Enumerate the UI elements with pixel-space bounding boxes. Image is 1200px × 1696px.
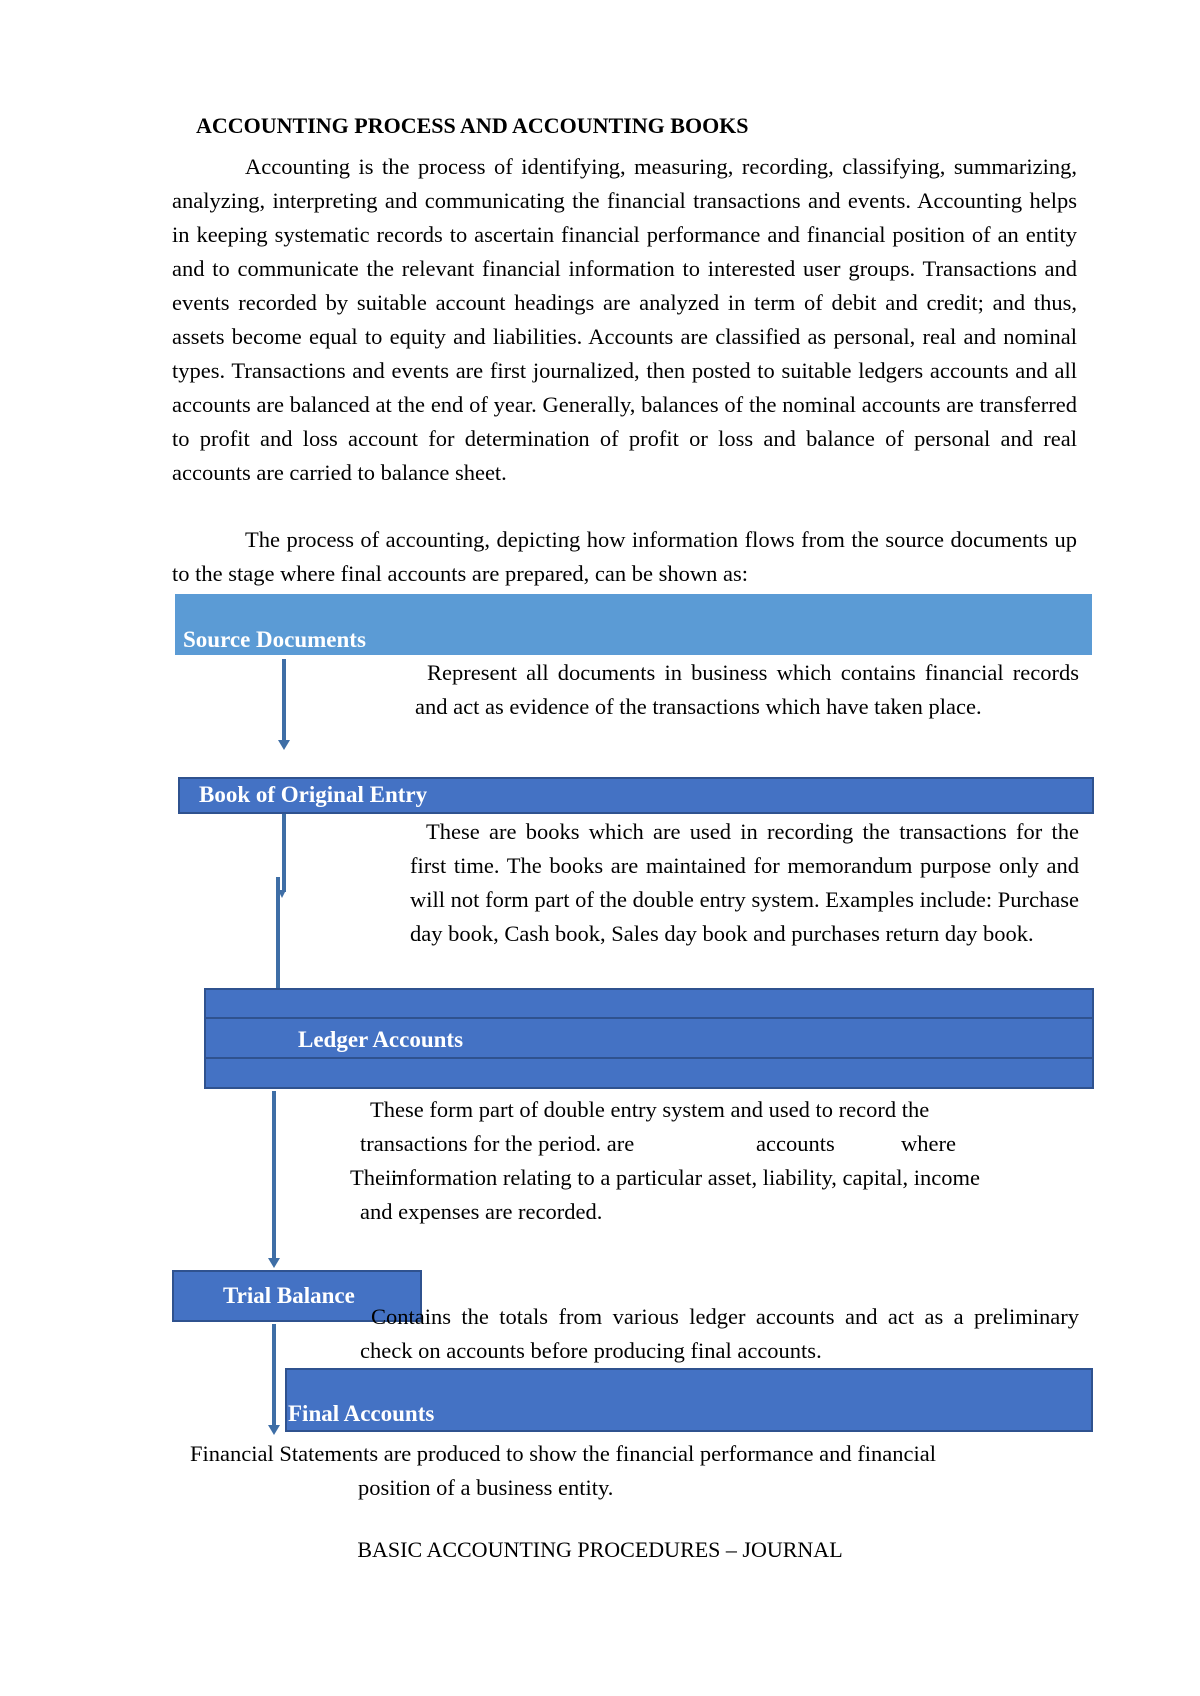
ledger-description-line-3: information relating to a particular asset, liability, capital, income bbox=[391, 1165, 980, 1190]
flow-arrowhead-1 bbox=[278, 740, 290, 750]
source-documents-label: Source Documents bbox=[183, 627, 366, 652]
trial-balance-description: Contains the totals from various ledger accounts and act as a preliminary check on accounts before producing final accounts. bbox=[360, 1304, 1079, 1363]
final-accounts-description-line-1: Financial Statements are produced to show the financial performance and financial bbox=[190, 1441, 936, 1466]
final-accounts-label: Final Accounts bbox=[288, 1401, 435, 1426]
ledger-accounts-divider-top bbox=[206, 1017, 1092, 1019]
ledger-description-line-1: These form part of double entry system and used to record the bbox=[370, 1097, 930, 1122]
ledger-accounts-label: Ledger Accounts bbox=[298, 1027, 464, 1052]
flow-arrowhead-5 bbox=[268, 1425, 280, 1435]
flow-arrow-line-2 bbox=[282, 814, 286, 892]
ledger-description-overlap-word: Their bbox=[350, 1165, 399, 1190]
ledger-description-line-2b: accounts bbox=[756, 1131, 835, 1156]
process-intro-paragraph: The process of accounting, depicting how information flows from the source documents up to the stage where final accounts are prepared, can be shown as: bbox=[172, 527, 1077, 586]
intro-paragraph: Accounting is the process of identifying, measuring, recording, classifying, summarizing, analyzing, interpreting and communicating the financial transactions and events. Accounting helps in keeping systematic records to ascertain financial performance and financial position of an entity and to communicate the relevant financial information to interested user groups. Transactions and events recorded by suitable account headings are analyzed in term of debit and credit; and thus, assets become equal to equity and liabilities. Accounts are classified as personal, real and nominal types. Transactions and events are first journalized, then posted to suitable ledgers accounts and all accounts are balanced at the end of year. Generally, balances of the nominal accounts are transferred to profit and loss account for determination of profit or loss and balance of personal and real accounts are carried to balance sheet. bbox=[172, 154, 1077, 485]
ledger-accounts-divider-bottom bbox=[206, 1057, 1092, 1059]
ledger-description-line-4: and expenses are recorded. bbox=[360, 1199, 603, 1224]
book-of-original-entry-label: Book of Original Entry bbox=[199, 782, 428, 807]
final-accounts-description-line-2: position of a business entity. bbox=[358, 1475, 614, 1500]
flow-arrow-line-1 bbox=[282, 659, 286, 741]
ledger-description-line-2c: where bbox=[901, 1131, 956, 1156]
source-documents-description: Represent all documents in business which contains financial records and act as evidence of the transactions which have taken place. bbox=[415, 660, 1079, 719]
book-of-original-entry-description: These are books which are used in recording the transactions for the first time. The books are maintained for memorandum purpose only and will not form part of the double entry system. Examples include: Purchase day book, Cash book, Sales day book and purchases return day book. bbox=[410, 819, 1079, 946]
flow-arrowhead-4 bbox=[268, 1258, 280, 1268]
trial-balance-label: Trial Balance bbox=[223, 1283, 355, 1308]
document-title: ACCOUNTING PROCESS AND ACCOUNTING BOOKS bbox=[196, 113, 749, 138]
next-section-heading: BASIC ACCOUNTING PROCEDURES – JOURNAL bbox=[357, 1537, 843, 1562]
ledger-description-line-2a: transactions for the period. are bbox=[360, 1131, 635, 1156]
flow-arrow-line-5 bbox=[272, 1324, 276, 1427]
flow-arrow-line-4 bbox=[272, 1091, 276, 1260]
